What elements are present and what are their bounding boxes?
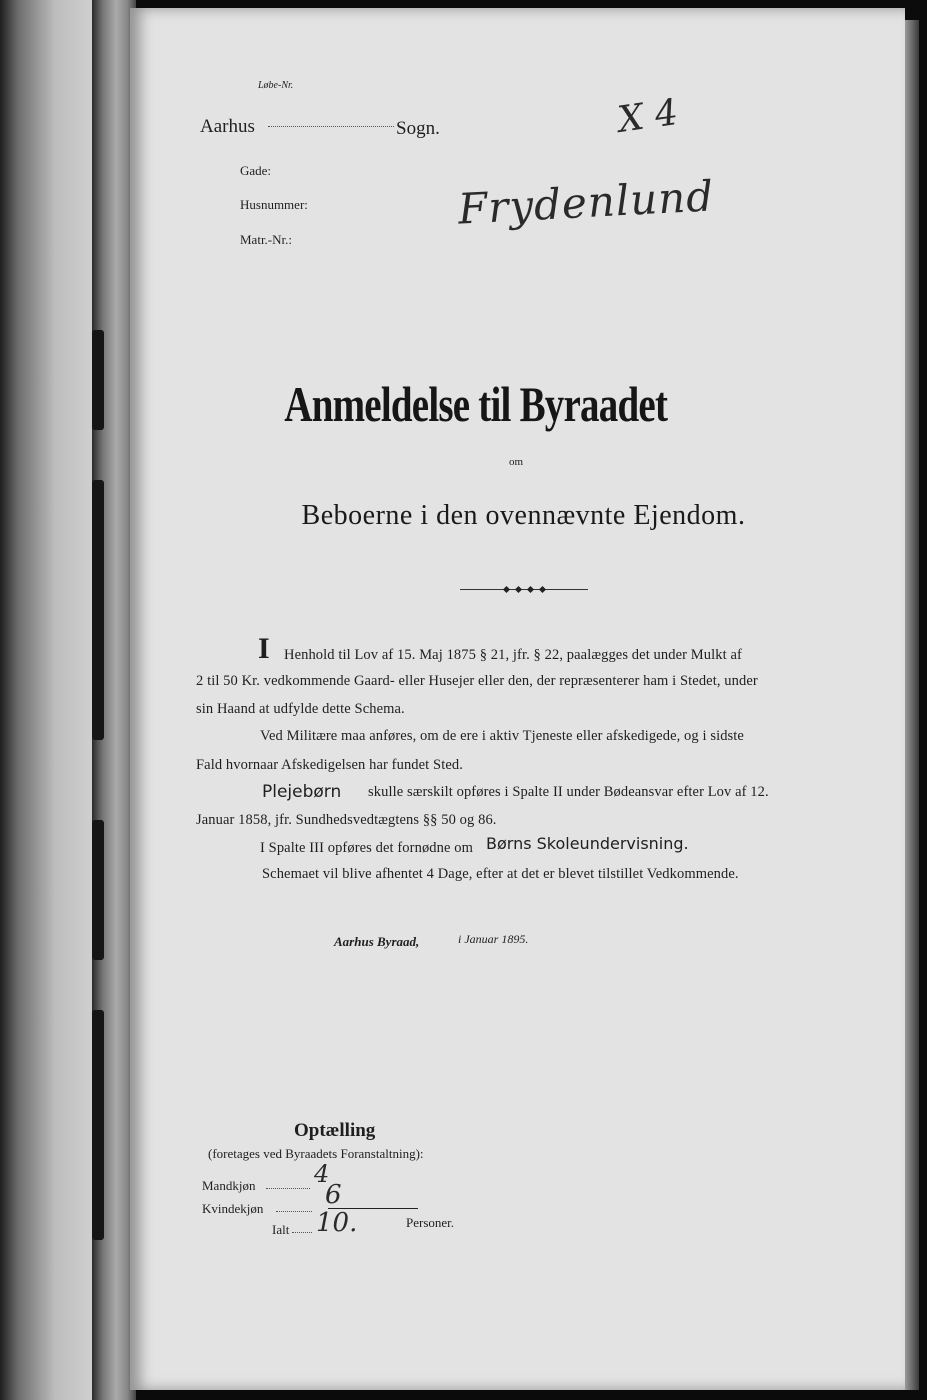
parish-label: Sogn. [396, 118, 440, 139]
female-count-value: 6 [325, 1180, 342, 1210]
handwritten-run-number: X 4 [615, 92, 681, 141]
male-label: Mandkjøn [202, 1178, 256, 1193]
female-fill-line [276, 1211, 312, 1212]
total-count-value: 10. [316, 1208, 358, 1238]
document-subtitle: Beboerne i den ovennævnte Ejendom. [301, 500, 746, 531]
count-title: Optælling [294, 1120, 376, 1141]
paragraph-3-line-2: Januar 1858, jfr. Sundhedsvedtægtens §§ 50 og 86. [196, 812, 497, 828]
male-count-value: 4 [314, 1160, 330, 1188]
total-label: Ialt [272, 1222, 290, 1237]
house-number-label: Husnummer: [240, 197, 308, 212]
parish-fill-line [268, 126, 394, 127]
female-label: Kvindekjøn [202, 1201, 264, 1216]
paragraph-3-line-1: skulle særskilt opføres i Spalte II under Bødeansvar efter Lov af 12. [368, 784, 769, 800]
city-label: Aarhus [200, 116, 255, 137]
total-fill-line [292, 1232, 312, 1233]
paragraph-1-line-3: sin Haand at udfylde dette Schema. [196, 701, 405, 717]
spine-tear [92, 330, 104, 430]
paragraph-4-line-1: I Spalte III opføres det fornødne om [260, 840, 473, 856]
street-label: Gade: [240, 163, 272, 178]
persons-label: Personer. [406, 1215, 455, 1230]
signature-date: i Januar 1895. [458, 932, 529, 946]
document-title: Anmeldelse til Byraadet [284, 376, 668, 432]
paragraph-4-emphasis: Børns Skoleundervisning. [486, 834, 689, 853]
loebe-nr-label: Løbe-Nr. [258, 80, 294, 91]
divider-ornament [460, 587, 588, 593]
spine-tear [92, 1010, 104, 1240]
paragraph-1-line-2: 2 til 50 Kr. vedkommende Gaard- eller Husejer eller den, der repræsenterer ham i Stedet, under [196, 673, 758, 689]
male-fill-line [266, 1188, 310, 1189]
count-note: (foretages ved Byraadets Foranstaltning): [208, 1146, 424, 1161]
signature-council: Aarhus Byraad, [334, 934, 420, 949]
paragraph-2-line-2: Fald hvornaar Afskedigelsen har fundet Sted. [196, 757, 463, 773]
title-connector: om [509, 456, 524, 468]
paragraph-1-line-1: Henhold til Lov af 15. Maj 1875 § 21, jfr. § 22, paalægges det under Mulkt af [284, 647, 742, 663]
left-page-edge [0, 0, 92, 1400]
handwritten-property-name: Frydenlund [456, 171, 716, 234]
spine-tear [92, 820, 104, 960]
page-right-edge [905, 20, 919, 1390]
initial-letter: I [258, 632, 270, 665]
cadastre-number-label: Matr.-Nr.: [240, 232, 292, 247]
paragraph-2-line-1: Ved Militære maa anføres, om de ere i aktiv Tjeneste eller afskedigede, og i sidste [260, 728, 744, 744]
paragraph-3-heading: Plejebørn [262, 782, 342, 802]
paragraph-5-line-1: Schemaet vil blive afhentet 4 Dage, efter at det er blevet tilstillet Vedkommende. [262, 866, 739, 882]
